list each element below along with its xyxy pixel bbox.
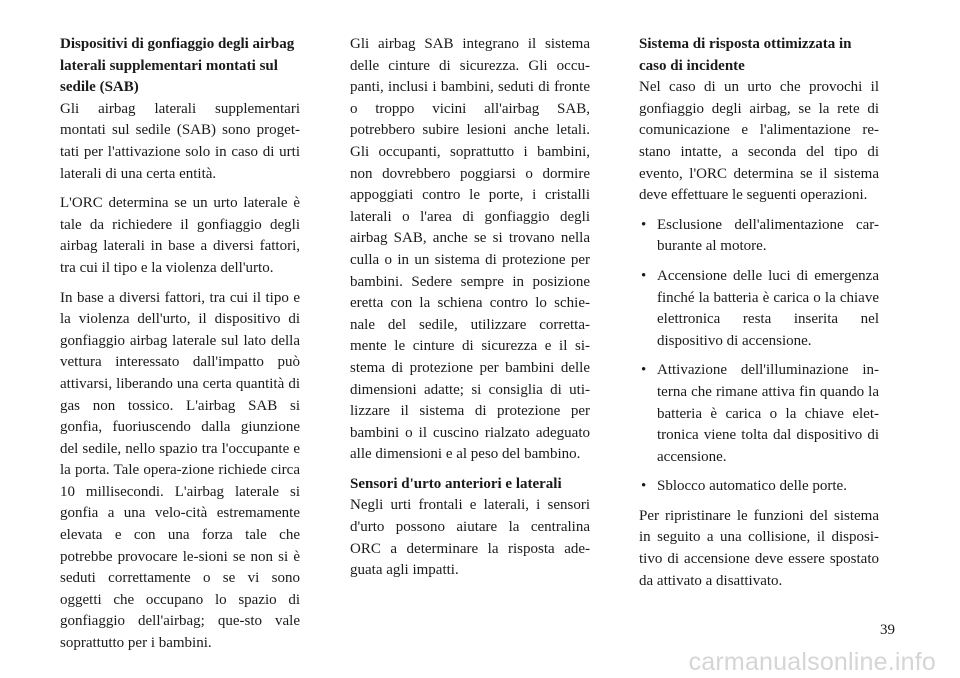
list-item-text: Accensione delle luci di emergenza finché la batteria è carica o la chiave elettronica resta inserita nel dispositivo di accensione.: [657, 267, 879, 349]
operations-list: [639, 215, 879, 498]
paragraph-sab-safety: Gli airbag SAB integrano il sistema delle cinture di sicurezza. Gli occu-panti, inclusi i bambini, seduti di fronte o troppo vicini all'airbag SAB, potrebbero subire lesioni anche letali. Gli occupanti, soprattutto i bambini, non dovrebbero poggiarsi o dormire appoggiati contro le porte, i cristalli laterali o l'area di gonfiaggio degli airbag SAB, anche se si trovano nella culla o in un sistema di protezione per bambini. Sedere sempre in posizione eretta con la schiena contro lo schie-nale del sedile, utilizzare corretta-mente le cinture di sicurezza e il si-stema di protezione per bambini delle dimensioni adatte; si consiglia di uti-lizzare il sistema di protezione per bambini o il cuscino rialzato adeguato alle dimensioni e al peso del bambino.: [350, 36, 590, 463]
watermark: carmanualsonline.info: [688, 648, 936, 676]
page-number: 39: [880, 622, 895, 638]
list-item: [639, 360, 879, 468]
paragraph-orc-lateral: L'ORC determina se un urto laterale è tale da richiedere il gonfiaggio degli airbag laterali in base a diversi fattori, tra cui il tipo e la violenza dell'urto.: [60, 195, 300, 276]
list-item-text: Esclusione dell'alimentazione car-burante al motore.: [657, 216, 879, 255]
paragraph-response-intro: Nel caso di un urto che provochi il gonfiaggio degli airbag, se la rete di comunicazione e l'alimentazione re-stano intatte, a seconda del tipo di evento, l'ORC determina se il sistema deve effettuare le seguenti operazioni.: [639, 79, 879, 204]
paragraph-sab-intro: Gli airbag laterali supplementari montati sul sedile (SAB) sono proget-tati per l'attivazione solo in caso di urti laterali di una certa entità.: [60, 100, 300, 182]
bullet-icon: •: [641, 362, 647, 379]
paragraph-reset: Per ripristinare le funzioni del sistema in seguito a una collisione, il disposi-tivo di accensione deve essere spostato da attivato a disattivato.: [639, 507, 879, 589]
bullet-icon: •: [641, 216, 647, 233]
paragraph-sensors: Negli urti frontali e laterali, i sensori d'urto possono aiutare la centralina ORC a determinare la risposta ade-guata agli impatti.: [350, 497, 590, 579]
list-item-text: Sblocco automatico delle porte.: [657, 478, 847, 495]
section-heading-sab: Dispositivi di gonfiaggio degli airbag laterali supplementari montati sul sedile (SAB): [60, 36, 295, 96]
column-left: [60, 34, 300, 663]
list-item: [639, 266, 879, 352]
paragraph-sab-inflation: In base a diversi fattori, tra cui il tipo e la violenza dell'urto, il dispositivo di gonfiaggio airbag laterale sul lato della vettura interessato dall'impatto può attivarsi, liberando una certa quantità di gas non tossico. L'airbag SAB si gonfia, fuoriuscendo dalla giunzione del sedile, nello spazio tra l'occupante e la porta. Tale opera-zione richiede circa 10 millisecondi. L'airbag laterale si gonfia a una velo-cità estremamente elevata e con una forza tale che potrebbe provocare le-sioni se non si è seduti correttamente o se vi sono oggetti che occupano lo spazio di gonfiaggio dell'airbag; que-sto vale soprattutto per i bambini.: [60, 289, 300, 652]
list-item-text: Attivazione dell'illuminazione in-terna che rimane attiva fin quando la batteria è carica o la chiave elet-tronica viene tolta dal dispositivo di accensione.: [657, 362, 879, 465]
bullet-icon: •: [641, 267, 647, 284]
bullet-icon: •: [641, 478, 647, 495]
section-heading-sensors: Sensori d'urto anteriori e laterali: [350, 475, 562, 492]
list-item: [639, 476, 879, 498]
column-right: [639, 34, 879, 600]
list-item: [639, 215, 879, 258]
section-heading-response-system: Sistema di risposta ottimizzata in caso di incidente: [639, 36, 852, 74]
column-middle: [350, 34, 590, 590]
